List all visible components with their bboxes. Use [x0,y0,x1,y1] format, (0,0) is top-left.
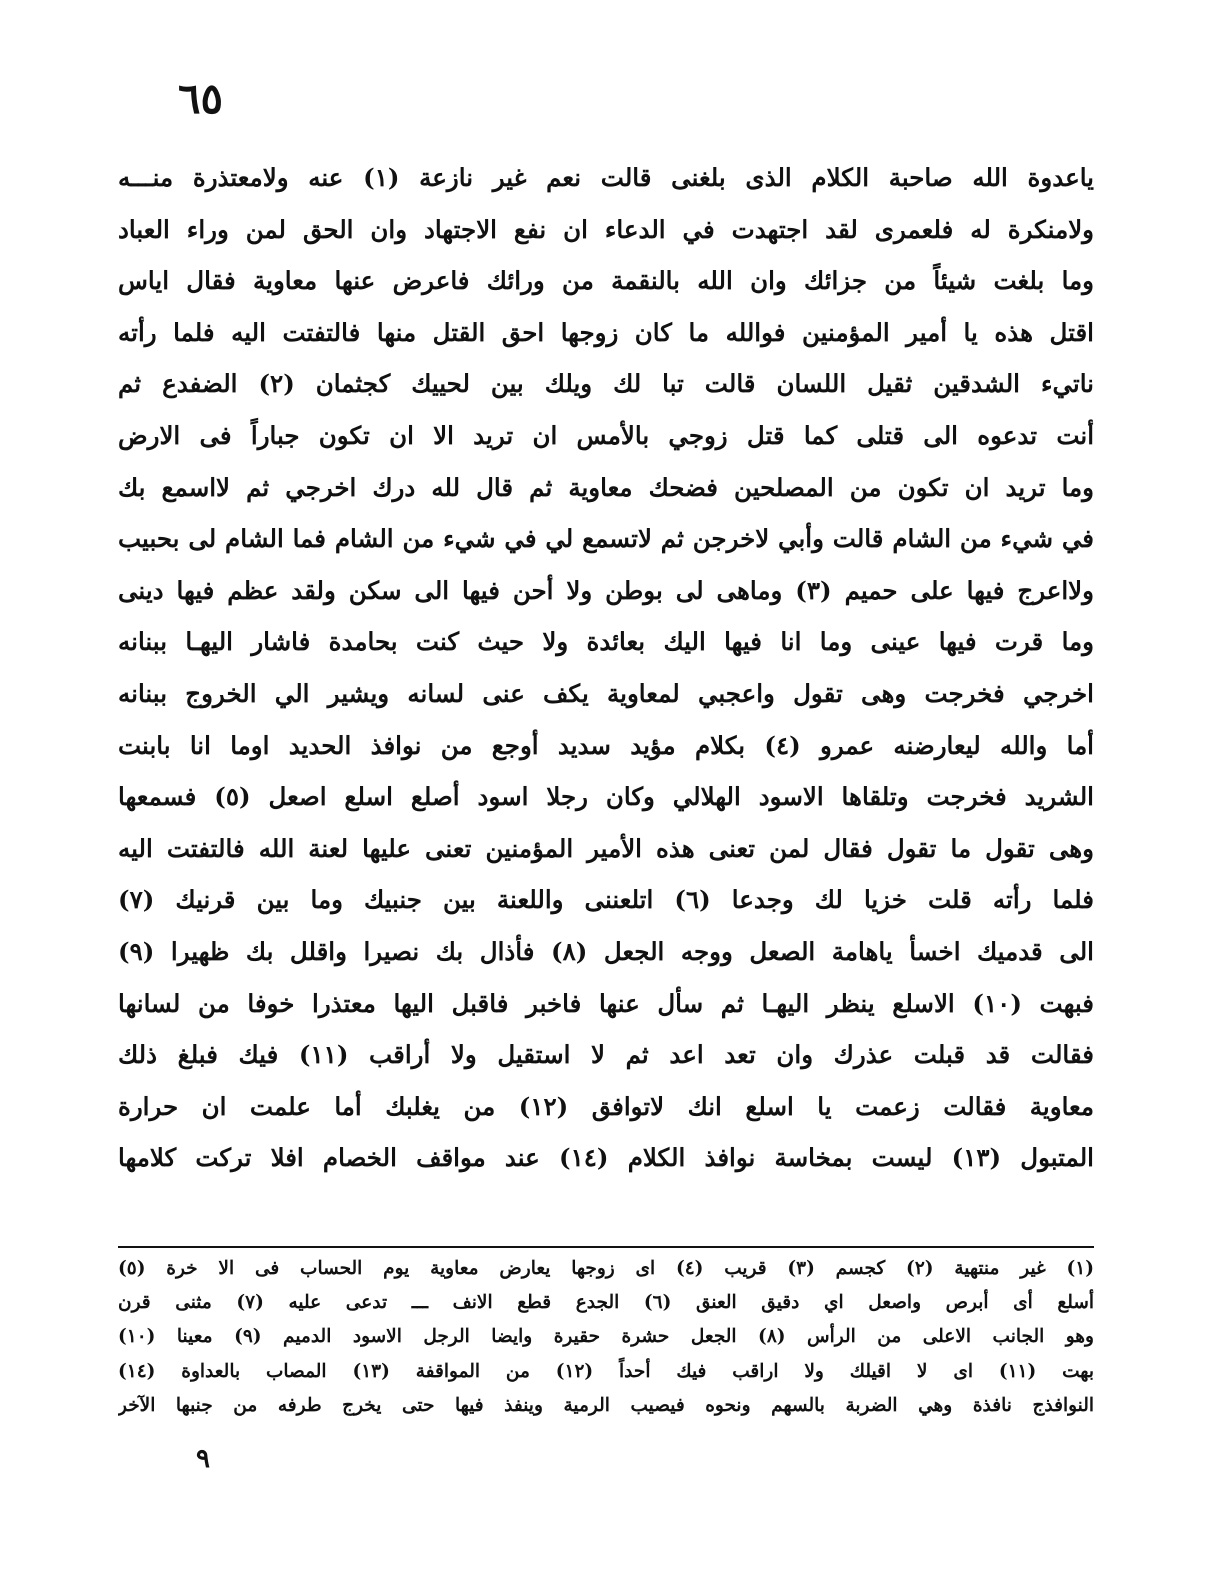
body-line: ناتيء الشدقين ثقيل اللسان قالت تبا لك ويلك بين لحييك كجثمان (٢) الضفدع ثم [118,369,1094,399]
body-line: فبهت (١٠) الاسلع ينظر اليهـا ثم سأل عنها فاخبر فاقبل اليها معتذرا خوفا من لسانها [118,988,1094,1018]
body-line: وهى تقول ما تقول فقال لمن تعنى هذه الأمير المؤمنين تعنى عليها لعنة الله فالتفتت اليه [118,833,1094,863]
body-line: ولااعرج فيها على حميم (٣) وماهى لى بوطن ولا أحن فيها الى سكن ولقد عظم فيها دينى [118,575,1094,605]
body-line: أما والله ليعارضنه عمرو (٤) بكلام مؤيد سديد أوجع من نوافذ الحديد اوما انا بابنت [118,730,1094,760]
body-line: اقتل هذه يا أمير المؤمنين فوالله ما كان زوجها احق القتل منها فالتفتت اليه فلما رأته [118,317,1094,347]
body-line: اخرجي فخرجت وهى تقول واعجبي لمعاوية يكف عنى لسانه ويشير الي الخروج ببنانه [118,678,1094,708]
body-line: ياعدوة الله صاحبة الكلام الذى بلغنى قالت نعم غير نازعة (١) عنه ولامعتذرة منـــه [118,163,1094,192]
body-line: الشريد فخرجت وتلقاها الاسود الهلالي وكان رجلا اسود أصلع اسلع اصعل (٥) فسمعها [118,782,1094,812]
body-line: أنت تدعوه الى قتلى كما قتل زوجي بالأمس ان تريد الا ان تكون جباراً فى الارض [118,420,1094,450]
body-line: معاوية فقالت زعمت يا اسلع انك لاتوافق (١٢) من يغلبك أما علمت ان حرارة [118,1091,1094,1121]
footnote-line: وهو الجانب الاعلى من الرأس (٨) الجعل حشرة حقيرة وايضا الرجل الاسود الدميم (٩) معينا (١٠) [118,1326,1094,1348]
body-line: ولامنكرة له فلعمرى لقد اجتهدت في الدعاء ان نفع الاجتهاد وان الحق لمن وراء العباد [118,214,1094,244]
body-line: وما قرت فيها عينى وما انا فيها اليك بعائدة ولا حيث كنت بحامدة فاشار اليهـا ببنانه [118,627,1094,657]
signature-mark: ٩ [196,1444,210,1474]
footnote-divider [118,1246,1094,1248]
body-line: وما تريد ان تكون من المصلحين فضحك معاوية ثم قال لله درك اخرجي ثم لااسمع بك [118,472,1094,502]
footnote-line: (١) غير منتهية (٢) كجسم (٣) قريب (٤) اى زوجها يعارض معاوية يوم الحساب فى الا خرة (٥) [118,1258,1094,1279]
body-line: المتبول (١٣) ليست بمخاسة نوافذ الكلام (١٤) عند مواقف الخصام افلا تركت كلامها [118,1143,1094,1173]
body-line: فقالت قد قبلت عذرك وان تعد اعد ثم لا استقيل ولا أراقب (١١) فيك فبلغ ذلك [118,1040,1094,1070]
page-number: ٦٥ [178,74,224,123]
footnotes [118,1252,1094,1423]
footnote-line: بهت (١١) اى لا اقيلك ولا اراقب فيك أحداً (١٢) من المواقفة (١٣) المصاب بالعداوة (١٤) [118,1360,1094,1382]
body-line: فلما رأته قلت خزيا لك وجدعا (٦) اتلعننى واللعنة بين جنبيك وما بين قرنيك (٧) [118,885,1094,915]
body-line: وما بلغت شيئاً من جزائك وان الله بالنقمة من ورائك فاعرض عنها معاوية فقال اياس [118,266,1094,296]
body-line: الى قدميك اخسأ ياهامة الصعل ووجه الجعل (٨) فأذال بك نصيرا واقلل بك ظهيرا (٩) [118,936,1094,966]
body-line: في شيء من الشام قالت وأبي لاخرجن ثم لاتسمع لي في شيء من الشام فما الشام لى بحبيب [118,524,1094,554]
footnote-line: أسلع أى أبرص واصعل اي دقيق العنق (٦) الجدع قطع الانف ـــ تدعى عليه (٧) مثنى قرن [118,1292,1094,1314]
footnote-line: النوافذج نافذة وهي الضربة بالسهم ونحوه فيصيب الرمية وينفذ فيها حتى يخرج طرفه من جنبها الآخر [118,1394,1094,1416]
body-text [118,152,1094,1184]
